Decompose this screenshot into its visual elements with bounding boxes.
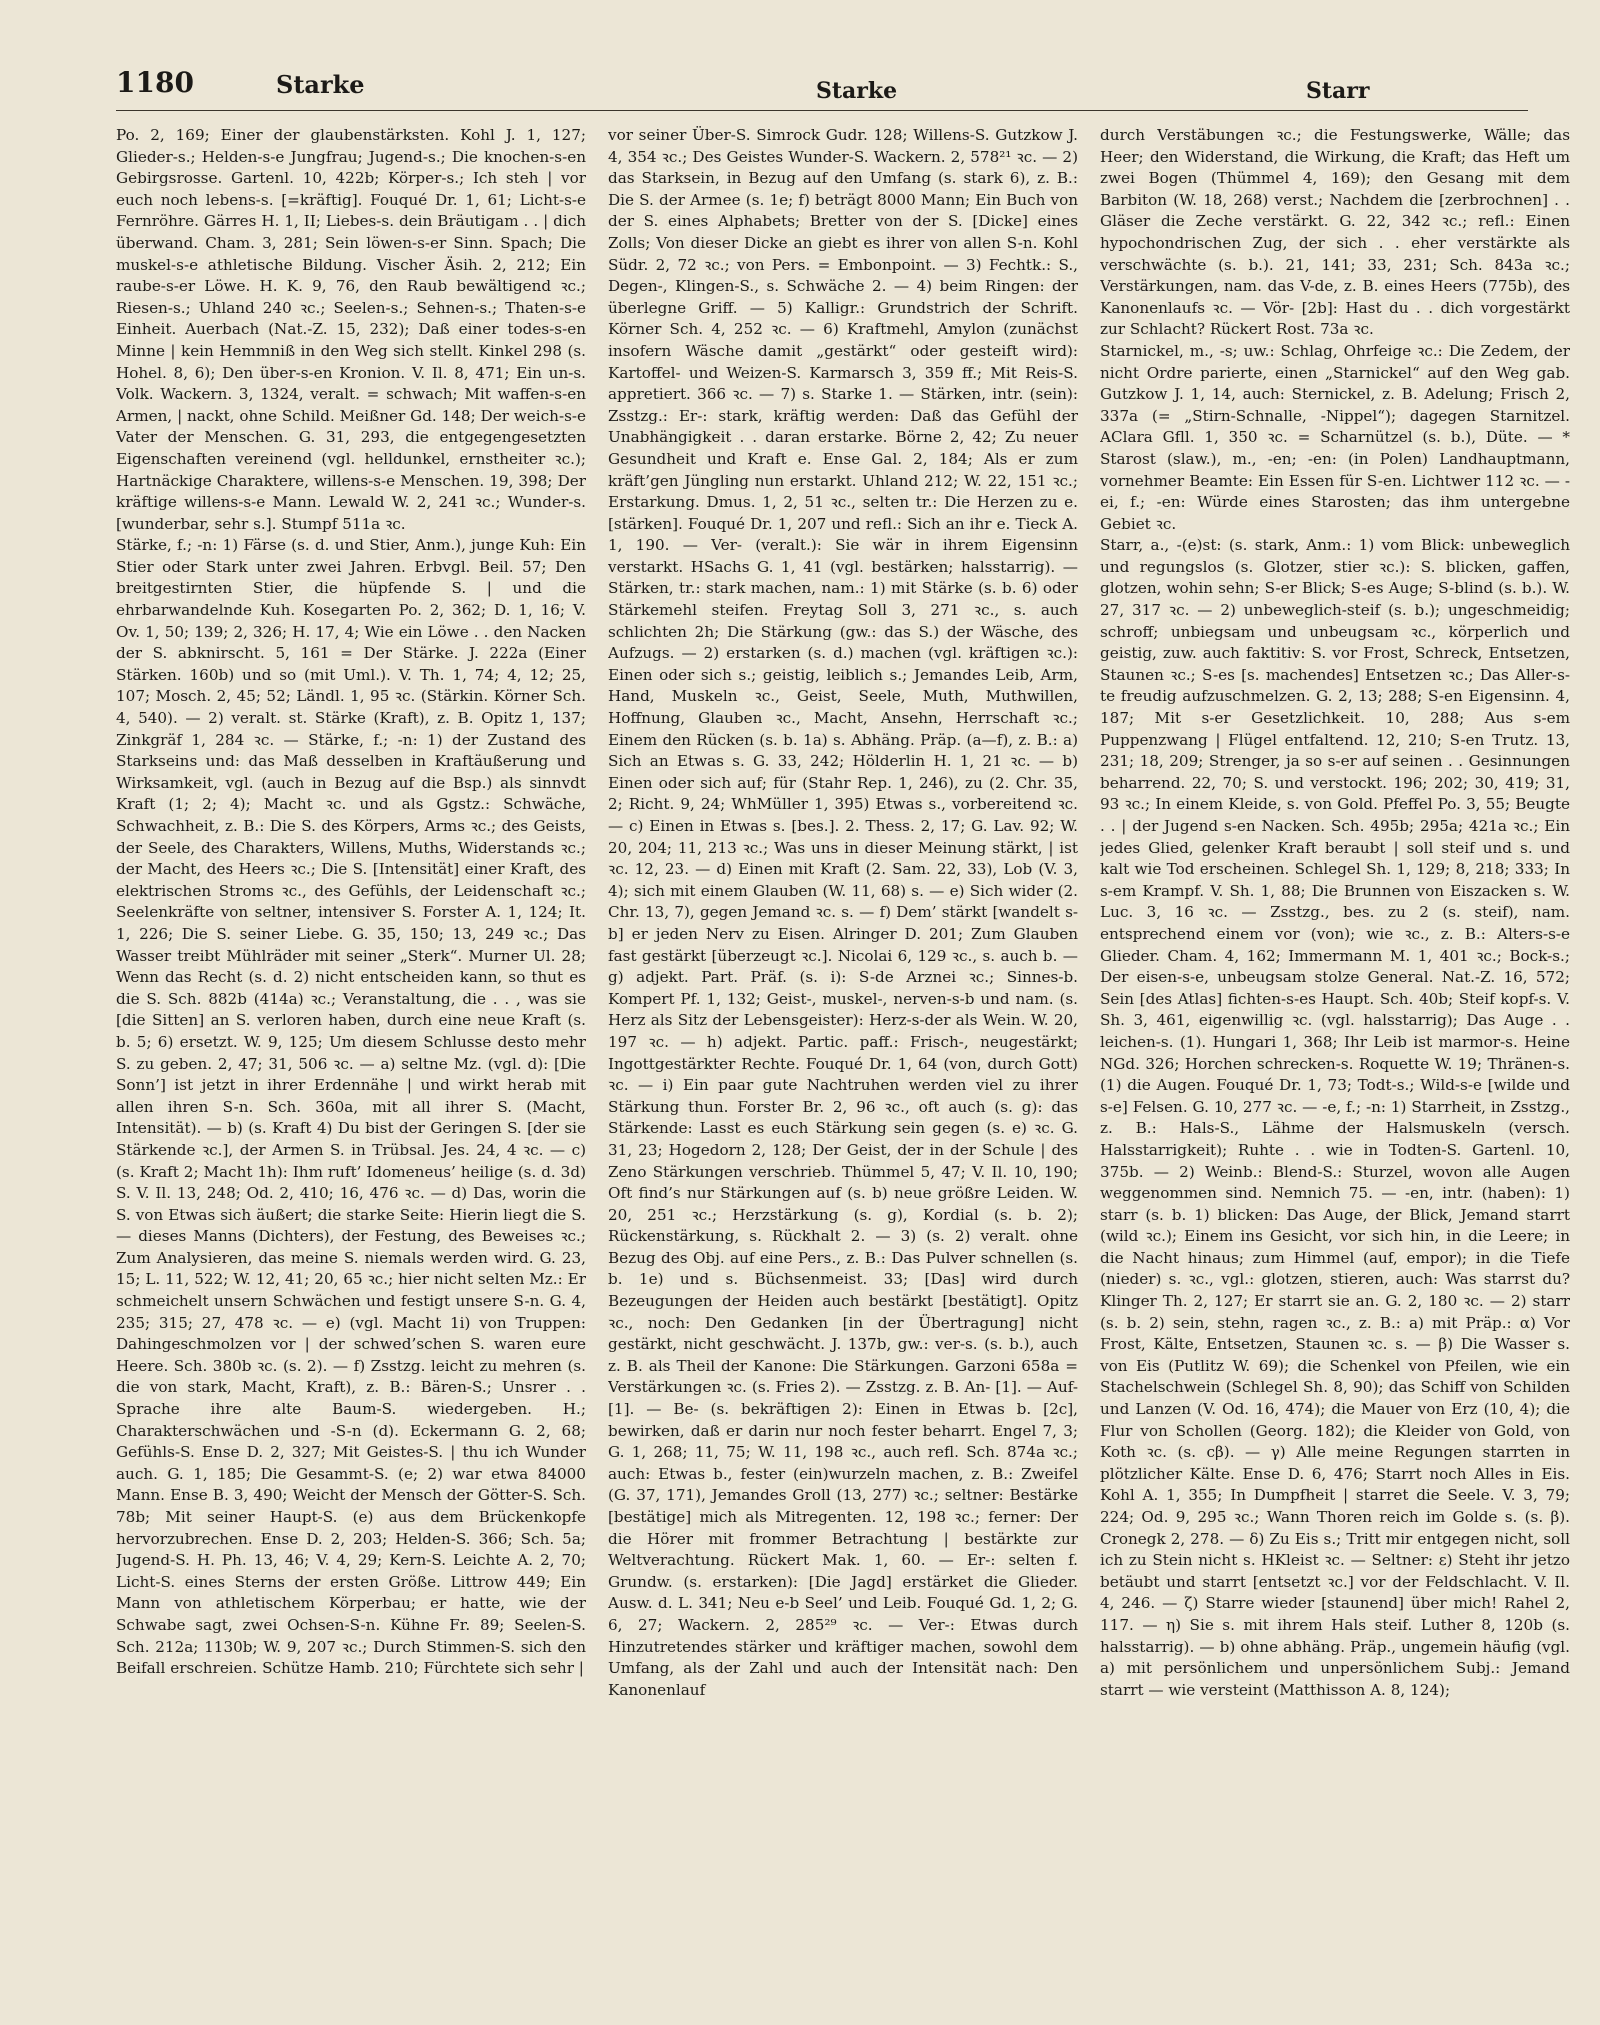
column-left xyxy=(116,125,586,2005)
running-head-left: Starke xyxy=(276,70,365,99)
column-right xyxy=(1100,125,1570,2005)
running-header xyxy=(116,60,1528,111)
page-number: 1180 xyxy=(116,66,194,99)
running-head-center: Starke xyxy=(816,78,898,104)
text-columns xyxy=(116,125,1570,2005)
entry-text: Po. 2, 169; Einer der glaubenstärksten. Kohl J. 1, 127; Glieder-s.; Helden-s-e Jungfrau; Jugend-s.; Die knochen-s-en Gebirgsrosse. Gartenl. 10, 422b; Körper-s.; Ich steh | vor euch noch lebens-s. [=kräftig]. Fouqué Dr. 1, 61; Licht-s-e Fernröhre. Gärres H. 1, II; Liebes-s. dein Bräutigam . . | dich überwand. Cham. 3, 281; Sein löwen-s-er Sinn. Spach; Die muskel-s-e athletische Bildung. Vischer Äsih. 2, 212; Ein raube-s-er Löwe. H. K. 9, 76, den Raub bewältigend ꝛc.; Riesen-s.; Uhland 240 ꝛc.; Seelen-s.; Sehnen-s.; Thaten-s-e Einheit. Auerbach (Nat.-Z. 15, 232); Daß einer todes-s-en Minne | kein Hemmniß in den Weg sich stellt. Kinkel 298 (s. Hohel. 8, 6); Den über-s-en Kronion. V. Il. 8, 471; Ein un-s. Volk. Wackern. 3, 1324, veralt. = schwach; Mit waffen-s-en Armen, | nackt, ohne Schild. Meißner Gd. 148; Der weich-s-e Vater der Menschen. G. 31, 293, die entgegengesetzten Eigenschaften vereinend (vgl. helldunkel, ernstheiter ꝛc.); Hartnäckige Charaktere, willens-s-e Menschen. 19, 398; Der kräftige willens-s-e Mann. Lewald W. 2, 241 ꝛc.; Wunder-s. [wunderbar, sehr s.]. Stumpf 511a ꝛc. xyxy=(116,126,586,533)
entry-text: Starnickel, m., -s; uw.: Schlag, Ohrfeige ꝛc.: Die Zedem, der nicht Ordre parierte, einen „Starnickel“ auf den Weg gab. Gutzkow J. 1, 14, auch: Sternickel, z. B. Adelung; Frisch 2, 337a (= „Stirn-Schnalle, -Nippel“); dagegen Starnitzel. AClara Gfll. 1, 350 ꝛc. = Scharnützel (s. b.), Düte. — * Starost (slaw.), m., -en; -en: (in Polen) Landhauptmann, vornehmer Beamte: Ein Essen für S-en. Lichtwer 112 ꝛc. — -ei, f.; -en: Würde eines Starosten; das ihm untergebne Gebiet ꝛc. xyxy=(1100,341,1570,533)
running-head-right: Starr xyxy=(1306,78,1370,104)
entry-text: Starr, a., -(e)st: (s. stark, Anm.: 1) vom Blick: unbeweglich und regungslos (s. Glotzer, stier ꝛc.): S. blicken, gaffen, glotzen, wohin sehn; S-er Blick; S-es Auge; S-blind (s. b.). W. 27, 317 ꝛc. — 2) unbeweglich-steif (s. b.); ungeschmeidig; schroff; unbiegsam und unbeugsam ꝛc., körperlich und geistig, zuw. auch faktitiv: S. vor Frost, Schreck, Entsetzen, Staunen ꝛc.; S-es [s. machendes] Entsetzen ꝛc.; Das Aller-s-te freudig aufzuschmelzen. G. 2, 13; 288; S-en Eigensinn. 4, 187; Mit s-er Gesetzlichkeit. 10, 288; Aus s-em Puppenzwang | Flügel entfaltend. 12, 210; S-en Trutz. 13, 231; 18, 209; Strenger, ja so s-er auf seinen . . Gesinnungen beharrend. 22, 70; S. und verstockt. 196; 202; 30, 419; 31, 93 ꝛc.; In einem Kleide, s. von Gold. Pfeffel Po. 3, 55; Beugte . . | der Jugend s-en Nacken. Sch. 495b; 295a; 421a ꝛc.; Ein jedes Glied, gelenker Kraft beraubt | soll steif und s. und kalt wie Tod erscheinen. Schlegel Sh. 1, 129; 8, 218; 333; In s-em Krampf. V. Sh. 1, 88; Die Brunnen von Eiszacken s. W. Luc. 3, 16 ꝛc. — Zsstzg., bes. zu 2 (s. steif), nam. entsprechend einem vor (von); wie ꝛc., z. B.: Alters-s-e Glieder. Cham. 4, 162; Immermann M. 1, 401 ꝛc.; Bock-s.; Der eisen-s-e, unbeugsam stolze General. Nat.-Z. 16, 572; Sein [des Atlas] fichten-s-es Haupt. Sch. 40b; Steif kopf-s. V. Sh. 3, 461, eigenwillig ꝛc. (vgl. halsstarrig); Das Auge . . leichen-s. (1). Hungari 1, 368; Ihr Leib ist marmor-s. Heine NGd. 326; Horchen schrecken-s. Roquette W. 19; Thränen-s. (1) die Augen. Fouqué Dr. 1, 73; Todt-s.; Wild-s-e [wilde und s-e] Felsen. G. 10, 277 ꝛc. — -e, f.; -n: 1) Starrheit, in Zsstzg., z. B.: Hals-S., Lähme der Halsmuskeln (versch. Halsstarrigkeit); Ruhte . . wie in Todten-S. Gartenl. 10, 375b. — 2) Weinb.: Blend-S.: Sturzel, wovon alle Augen weggenommen sind. Nemnich 75. — -en, intr. (haben): 1) starr (s. b. 1) blicken: Das Auge, der Blick, Jemand starrt (wild ꝛc.); Einem ins Gesicht, vor sich hin, in die Leere; in die Nacht hinaus; zum Himmel (auf, empor); in die Tiefe (nieder) s. ꝛc., vgl.: glotzen, stieren, auch: Was starrst du? Klinger Th. 2, 127; Er starrt sie an. G. 2, 180 ꝛc. — 2) starr (s. b. 2) sein, stehn, ragen ꝛc., z. B.: a) mit Präp.: α) Vor Frost, Kälte, Entsetzen, Staunen ꝛc. s. — β) Die Wasser s. von Eis (Putlitz W. 69); die Schenkel von Pfeilen, wie ein Stachelschwein (Schlegel Sh. 8, 90); das Schiff von Schilden und Lanzen (V. Od. 16, 474); die Mauer von Erz (10, 4); die Flur von Schollen (Georg. 182); die Kleider von Gold, von Koth ꝛc. (s. cβ). — γ) Alle meine Regungen starrten in plötzlicher Kälte. Ense D. 6, 476; Starrt noch Alles in Eis. Kohl A. 1, 355; In Dumpfheit | starret die Seele. V. 3, 79; 224; Od. 9, 295 ꝛc.; Wann Thoren reich im Golde s. (s. β). Cronegk 2, 278. — δ) Zu Eis s.; Tritt mir entgegen nicht, soll ich zu Stein nicht s. HKleist ꝛc. — Seltner: ε) Steht ihr jetzo betäubt und starrt [entsetzt ꝛc.] vor der Feldschlacht. V. Il. 4, 246. — ζ) Starre wieder [staunend] über mich! Rahel 2, 117. — η) Sie s. mit ihrem Hals steif. Luther 8, 120b (s. halsstarrig). — b) ohne abhäng. Präp., ungemein häufig (vgl. a) mit persönlichem und unpersönlichem Subj.: Jemand starrt — wie versteint (Matthisson A. 8, 124); xyxy=(1100,536,1570,1699)
entry-text: Stärke, f.; -n: 1) Färse (s. d. und Stier, Anm.), junge Kuh: Ein Stier oder Stark unter zwei Jahren. Erbvgl. Beil. 57; Den breitgestirnten Stier, die hüpfende S. | und die ehrbarwandelnde Kuh. Kosegarten Po. 2, 362; D. 1, 16; V. Ov. 1, 50; 139; 2, 326; H. 17, 4; Wie ein Löwe . . den Nacken der S. abknirscht. 5, 161 = Der Stärke. J. 222a (Einer Stärken. 160b) und so (mit Uml.). V. Th. 1, 74; 4, 12; 25, 107; Mosch. 2, 45; 52; Ländl. 1, 95 ꝛc. (Stärkin. Körner Sch. 4, 540). — 2) veralt. st. Stärke (Kraft), z. B. Opitz 1, 137; Zinkgräf 1, 284 ꝛc. — Stärke, f.; -n: 1) der Zustand des Starkseins und: das Maß desselben in Kraftäußerung und Wirksamkeit, vgl. (auch in Bezug auf die Bsp.) als sinnvdt Kraft (1; 2; 4); Macht ꝛc. und als Ggstz.: Schwäche, Schwachheit, z. B.: Die S. des Körpers, Arms ꝛc.; des Geists, der Seele, des Charakters, Willens, Muths, Widerstands ꝛc.; der Macht, des Heers ꝛc.; Die S. [Intensität] einer Kraft, des elektrischen Stroms ꝛc., des Gefühls, der Leidenschaft ꝛc.; Seelenkräfte von seltner, intensiver S. Forster A. 1, 124; It. 1, 226; Die S. seiner Liebe. G. 35, 150; 13, 249 ꝛc.; Das Wasser treibt Mühlräder mit seiner „Sterk“. Murner Ul. 28; Wenn das Recht (s. d. 2) nicht entscheiden kann, so thut es die S. Sch. 882b (414a) ꝛc.; Veranstaltung, die . . , was sie [die Sitten] an S. verloren haben, durch eine neue Kraft (s. b. 5; 6) ersetzt. W. 9, 125; Um diesem Schlusse desto mehr S. zu geben. 2, 47; 31, 506 ꝛc. — a) seltne Mz. (vgl. d): [Die Sonn’] ist jetzt in ihrer Erdennähe | und wirkt herab mit allen ihren S-n. Sch. 360a, mit all ihrer S. (Macht, Intensität). — b) (s. Kraft 4) Du bist der Geringen S. [der sie Stärkende ꝛc.], der Armen S. in Trübsal. Jes. 24, 4 ꝛc. — c) (s. Kraft 2; Macht 1h): Ihm ruft’ Idomeneus’ heilige (s. d. 3d) S. V. Il. 13, 248; Od. 2, 410; 16, 476 ꝛc. — d) Das, worin die S. von Etwas sich äußert; die starke Seite: Hierin liegt die S. — dieses Manns (Dichters), der Festung, des Beweises ꝛc.; Zum Analysieren, das meine S. niemals werden wird. G. 23, 15; L. 11, 522; W. 12, 41; 20, 65 ꝛc.; hier nicht selten Mz.: Er schmeichelt unsern Schwächen und festigt unsere S-n. G. 4, 235; 315; 27, 478 ꝛc. — e) (vgl. Macht 1i) von Truppen: Dahingeschmolzen vor | der schwed’schen S. waren eure Heere. Sch. 380b ꝛc. (s. 2). — f) Zsstzg. leicht zu mehren (s. die von stark, Macht, Kraft), z. B.: Bären-S.; Unsrer . . Sprache ihre alte Baum-S. wiedergeben. H.; Charakterschwächen und -S-n (d). Eckermann G. 2, 68; Gefühls-S. Ense D. 2, 327; Mit Geistes-S. | thu ich Wunder auch. G. 1, 185; Die Gesammt-S. (e; 2) war etwa 84000 Mann. Ense B. 3, 490; Weicht der Mensch der Götter-S. Sch. 78b; Mit seiner Haupt-S. (e) aus dem Brückenkopfe hervorzubrechen. Ense D. 2, 203; Helden-S. 366; Sch. 5a; Jugend-S. H. Ph. 13, 46; V. 4, 29; Kern-S. Leichte A. 2, 70; Licht-S. eines Sterns der ersten Größe. Littrow 449; Ein Mann von athletischem Körperbau; er hatte, wie der Schwabe sagt, zwei Ochsen-S-n. Kühne Fr. 89; Seelen-S. Sch. 212a; 1130b; W. 9, 207 ꝛc.; Durch Stimmen-S. sich den Beifall erschreien. Schütze Hamb. 210; Fürchtete sich sehr | xyxy=(116,536,586,1678)
column-middle xyxy=(608,125,1078,2005)
entry-text: vor seiner Über-S. Simrock Gudr. 128; Willens-S. Gutzkow J. 4, 354 ꝛc.; Des Geistes Wunder-S. Wackern. 2, 578²¹ ꝛc. — 2) das Starksein, in Bezug auf den Umfang (s. stark 6), z. B.: Die S. der Armee (s. 1e; f) beträgt 8000 Mann; Ein Buch von der S. eines Alphabets; Bretter von der S. [Dicke] eines Zolls; Von dieser Dicke an giebt es ihrer von allen S-n. Kohl Südr. 2, 72 ꝛc.; von Pers. = Embonpoint. — 3) Fechtk.: S., Degen-, Klingen-S., s. Schwäche 2. — 4) beim Ringen: der überlegne Griff. — 5) Kalligr.: Grundstrich der Schrift. Körner Sch. 4, 252 ꝛc. — 6) Kraftmehl, Amylon (zunächst insofern Wäsche damit „gestärkt“ oder gesteift wird): Kartoffel- und Weizen-S. Karmarsch 3, 359 ff.; Mit Reis-S. appretiert. 366 ꝛc. — 7) s. Starke 1. — Stärken, intr. (sein): Zsstzg.: Er-: stark, kräftig werden: Daß das Gefühl der Unabhängigkeit . . daran erstarke. Börne 2, 42; Zu neuer Gesundheit und Kraft e. Ense Gal. 2, 184; Als er zum kräft’gen Jüngling nun erstarkt. Uhland 212; W. 22, 151 ꝛc.; Erstarkung. Dmus. 1, 2, 51 ꝛc., selten tr.: Die Herzen zu e. [stärken]. Fouqué Dr. 1, 207 und refl.: Sich an ihr e. Tieck A. 1, 190. — Ver- (veralt.): Sie wär in ihrem Eigensinn verstarkt. HSachs G. 1, 41 (vgl. bestärken; halsstarrig). — Stärken, tr.: stark machen, nam.: 1) mit Stärke (s. b. 6) oder Stärkemehl steifen. Freytag Soll 3, 271 ꝛc., s. auch schlichten 2h; Die Stärkung (gw.: das S.) der Wäsche, des Aufzugs. — 2) erstarken (s. d.) machen (vgl. kräftigen ꝛc.): Einen oder sich s.; geistig, leiblich s.; Jemandes Leib, Arm, Hand, Muskeln ꝛc., Geist, Seele, Muth, Muthwillen, Hoffnung, Glauben ꝛc., Macht, Ansehn, Herrschaft ꝛc.; Einem den Rücken (s. b. 1a) s. Abhäng. Präp. (a—f), z. B.: a) Sich an Etwas s. G. 33, 242; Hölderlin H. 1, 21 ꝛc. — b) Einen oder sich auf; für (Stahr Rep. 1, 246), zu (2. Chr. 35, 2; Richt. 9, 24; WhMüller 1, 395) Etwas s., vorbereitend ꝛc. — c) Einen in Etwas s. [bes.]. 2. Thess. 2, 17; G. Lav. 92; W. 20, 204; 11, 213 ꝛc.; Was uns in dieser Meinung stärkt, | ist ꝛc. 12, 23. — d) Einen mit Kraft (2. Sam. 22, 33), Lob (V. 3, 4); sich mit einem Glauben (W. 11, 68) s. — e) Sich wider (2. Chr. 13, 7), gegen Jemand ꝛc. s. — f) Dem’ stärkt [wandelt s-b] er jeden Nerv zu Eisen. Alringer D. 201; Zum Glauben fast gestärkt [überzeugt ꝛc.]. Nicolai 6, 129 ꝛc., s. auch b. — g) adjekt. Part. Präf. (s. i): S-de Arznei ꝛc.; Sinnes-b. Kompert Pf. 1, 132; Geist-, muskel-, nerven-s-b und nam. (s. Herz als Sitz der Lebensgeister): Herz-s-der als Wein. W. 20, 197 ꝛc. — h) adjekt. Partic. paff.: Frisch-, neugestärkt; Ingottgestärkter Rechte. Fouqué Dr. 1, 64 (von, durch Gott) ꝛc. — i) Ein paar gute Nachtruhen werden viel zu ihrer Stärkung thun. Forster Br. 2, 96 ꝛc., oft auch (s. g): das Stärkende: Lasst es euch Stärkung sein gegen (s. e) ꝛc. G. 31, 23; Hogedorn 2, 128; Der Geist, der in der Schule | des Zeno Stärkungen verschrieb. Thümmel 5, 47; V. Il. 10, 190; Oft find’s nur Stärkungen auf (s. b) neue größre Leiden. W. 20, 251 ꝛc.; Herzstärkung (s. g), Kordial (s. b. 2); Rückenstärkung, s. Rückhalt 2. — 3) (s. 2) veralt. ohne Bezug des Obj. auf eine Pers., z. B.: Das Pulver schnellen (s. b. 1e) und s. Büchsenmeist. 33; [Das] wird durch Bezeugungen der Heiden auch bestärkt [bestätigt]. Opitz ꝛc., noch: Den Gedanken [in der Übertragung] nicht gestärkt, nicht geschwächt. J. 137b, gw.: ver-s. (s. b.), auch z. B. als Theil der Kanone: Die Stärkungen. Garzoni 658a = Verstärkungen ꝛc. (s. Fries 2). — Zsstzg. z. B. An- [1]. — Auf- [1]. — Be- (s. bekräftigen 2): Einen in Etwas b. [2c], bewirken, daß er darin nur noch fester beharrt. Engel 7, 3; G. 1, 268; 11, 75; W. 11, 198 ꝛc., auch refl. Sch. 874a ꝛc.; auch: Etwas b., fester (ein)wurzeln machen, z. B.: Zweifel (G. 37, 171), Jemandes Groll (13, 277) ꝛc.; seltner: Bestärke [bestätige] mich als Mitregenten. 12, 198 ꝛc.; ferner: Der die Hörer mit frommer Betrachtung | bestärkte zur Weltverachtung. Rückert Mak. 1, 60. — Er-: selten f. Grundw. (s. erstarken): [Die Jagd] erstärket die Glieder. Ausw. d. L. 341; Neu e-b Seel’ und Leib. Fouqué Gd. 1, 2; G. 6, 27; Wackern. 2, 285²⁹ ꝛc. — Ver-: Etwas durch Hinzutretendes stärker und kräftiger machen, sowohl dem Umfang, als der Zahl und auch der Intensität nach: Den Kanonenlauf xyxy=(608,126,1078,1699)
entry-text: durch Verstäbungen ꝛc.; die Festungswerke, Wälle; das Heer; den Widerstand, die Wirkung, die Kraft; das Heft um zwei Bogen (Thümmel 4, 169); den Gesang mit dem Barbiton (W. 18, 268) verst.; Nachdem die [zerbrochnen] . . Gläser die Zeche verstärkt. G. 22, 342 ꝛc.; refl.: Einen hypochondrischen Zug, der sich . . eher verstärkte als verschwächte (s. b.). 21, 141; 33, 231; Sch. 843a ꝛc.; Verstärkungen, nam. das V-de, z. B. eines Heers (775b), des Kanonenlaufs ꝛc. — Vör- [2b]: Hast du . . dich vorgestärkt zur Schlacht? Rückert Rost. 73a ꝛc. xyxy=(1100,126,1570,339)
